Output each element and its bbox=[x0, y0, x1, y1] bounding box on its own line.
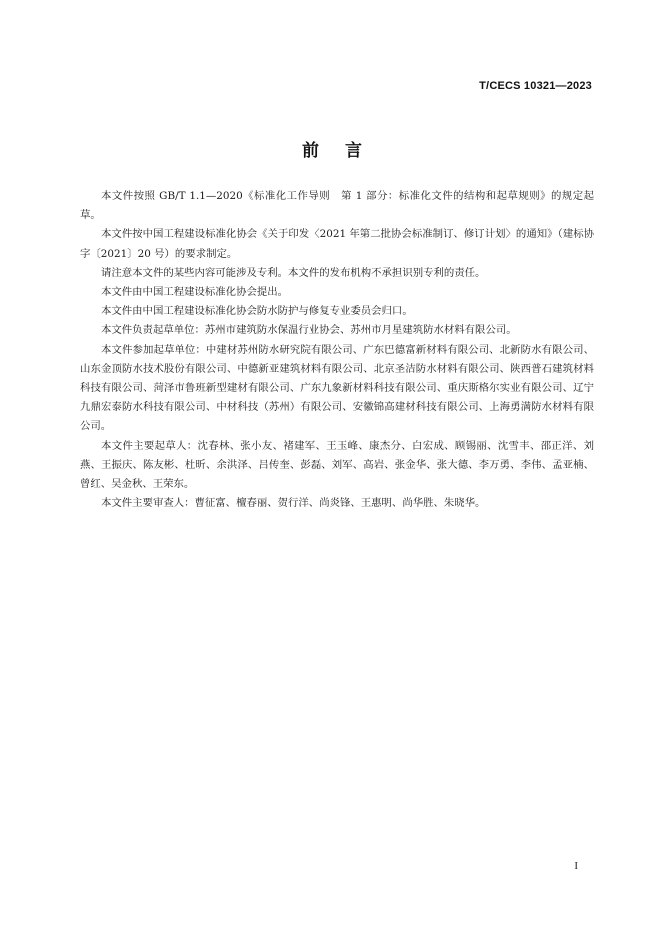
paragraph-committee: 本文件由中国工程建设标准化协会防水防护与修复专业委员会归口。 bbox=[101, 305, 413, 318]
paragraph-participating-drafters: 本文件参加起草单位：中建材苏州防水研究院有限公司、广东巴德富新材料有限公司、北新防水有限公司、山东金顶防水技术股份有限公司、中德新亚建筑材料有限公司、北京圣洁防水材料有限公司、陕西普石建筑材料科技有限公司、菏泽市鲁班新型建材有限公司、广东九象新材料科技有限公司、重庆斯格尔实业有限公司、辽宁九鼎宏泰防水科技有限公司、中材科技（苏州）有限公司、安徽锦高建材科技有限公司、上海勇满防水材料有限公司。 bbox=[80, 343, 594, 433]
page-number: I bbox=[574, 860, 578, 872]
paragraph-plan-notice: 本文件按中国工程建设标准化协会《关于印发〈2021 年第二批协会标准制订、修订计划〉的通知》（建标协字〔2021〕20 号）的要求制定。 bbox=[80, 228, 594, 260]
paragraph-reviewers: 本文件主要审查人：曹征富、檀春丽、贺行洋、尚炎锋、王惠明、尚华胜、朱晓华。 bbox=[101, 497, 486, 510]
page-title: 前言 bbox=[302, 141, 388, 161]
paragraph-main-drafters: 本文件主要起草人：沈春林、张小友、褚建军、王玉峰、康杰分、白宏成、顾锡丽、沈雪丰、邵正洋、刘燕、王振庆、陈友彬、杜昕、余洪泽、吕传奎、彭磊、刘军、高岩、张金华、张大德、李万勇、李伟、孟亚楠、曾红、吴金秋、王荣东。 bbox=[80, 439, 594, 491]
paragraph-drafting-rules: 本文件按照 GB/T 1.1—2020《标准化工作导则 第 1 部分：标准化文件的结构和起草规则》的规定起草。 bbox=[80, 190, 594, 222]
paragraph-proposer: 本文件由中国工程建设标准化协会提出。 bbox=[101, 286, 289, 299]
paragraph-lead-drafters: 本文件负责起草单位：苏州市建筑防水保温行业协会、苏州市月星建筑防水材料有限公司。 bbox=[101, 324, 517, 337]
paragraph-patent-notice: 请注意本文件的某些内容可能涉及专利。本文件的发布机构不承担识别专利的责任。 bbox=[101, 266, 486, 279]
foreword-body bbox=[80, 187, 594, 513]
document-code: T/CECS 10321—2023 bbox=[479, 80, 592, 92]
